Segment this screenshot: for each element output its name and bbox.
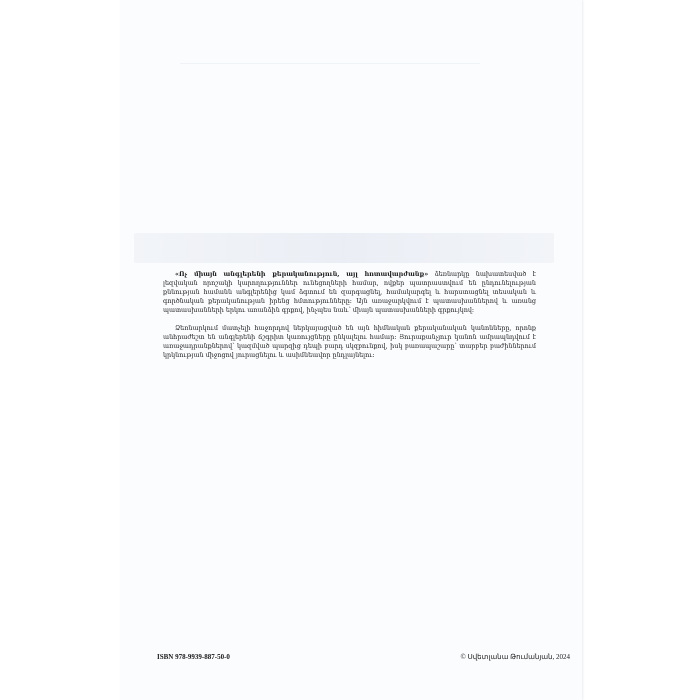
show-through-line [180,63,480,76]
copyright: © Սվետլանա Թումանյան, 2024 [460,653,570,661]
paragraph-1-rest: ձեռնարկը նախատեսված է լեզվական որոշակի կարողություններ ունեցողների համար, ովքեր պատրաստվում են ընդունելության քննության համանն անգլերենից կամ ձգտում են զարգացնել, համակարգել և հարստացնել տեսական և գործնական քերականության իրենց հմտությունները: Այն առաջարկվում է պատասխաններով և առանց պատասխանների երկու առանձին գրքով, ինչպես նաև՝ միայն պատասխանների գրքույկով: [163,270,536,314]
annotation-text [163,270,536,360]
paragraph-1 [163,270,536,315]
paragraph-1-lead: «Ոչ միայն անգլերենի քերականություն, այլ հոտավարժանք» [175,270,429,278]
book-page [120,0,582,700]
paragraph-2: Ձեռնարկում մատչելի հաջորդով ներկայացված են այն հիմնական քերականական կանոնները, որոնք անհրաժեշտ են անգլերենի ճշգրիտ կառույցները ընկալելու համար: Յուրաքանչյուր կանոն ամրապնդվում է առաջադրանքներով՝ կազմված պարզից դեպի բարդ սկզբունքով, իսկ բառապաշարը՝ տարբեր բաժիններում կրկնության միջոցով յուրացնելու և ասիմնեավոր ընդլայնելու: [163,324,536,359]
isbn: ISBN 978-9939-887-50-0 [157,653,230,661]
show-through-title [134,233,554,263]
